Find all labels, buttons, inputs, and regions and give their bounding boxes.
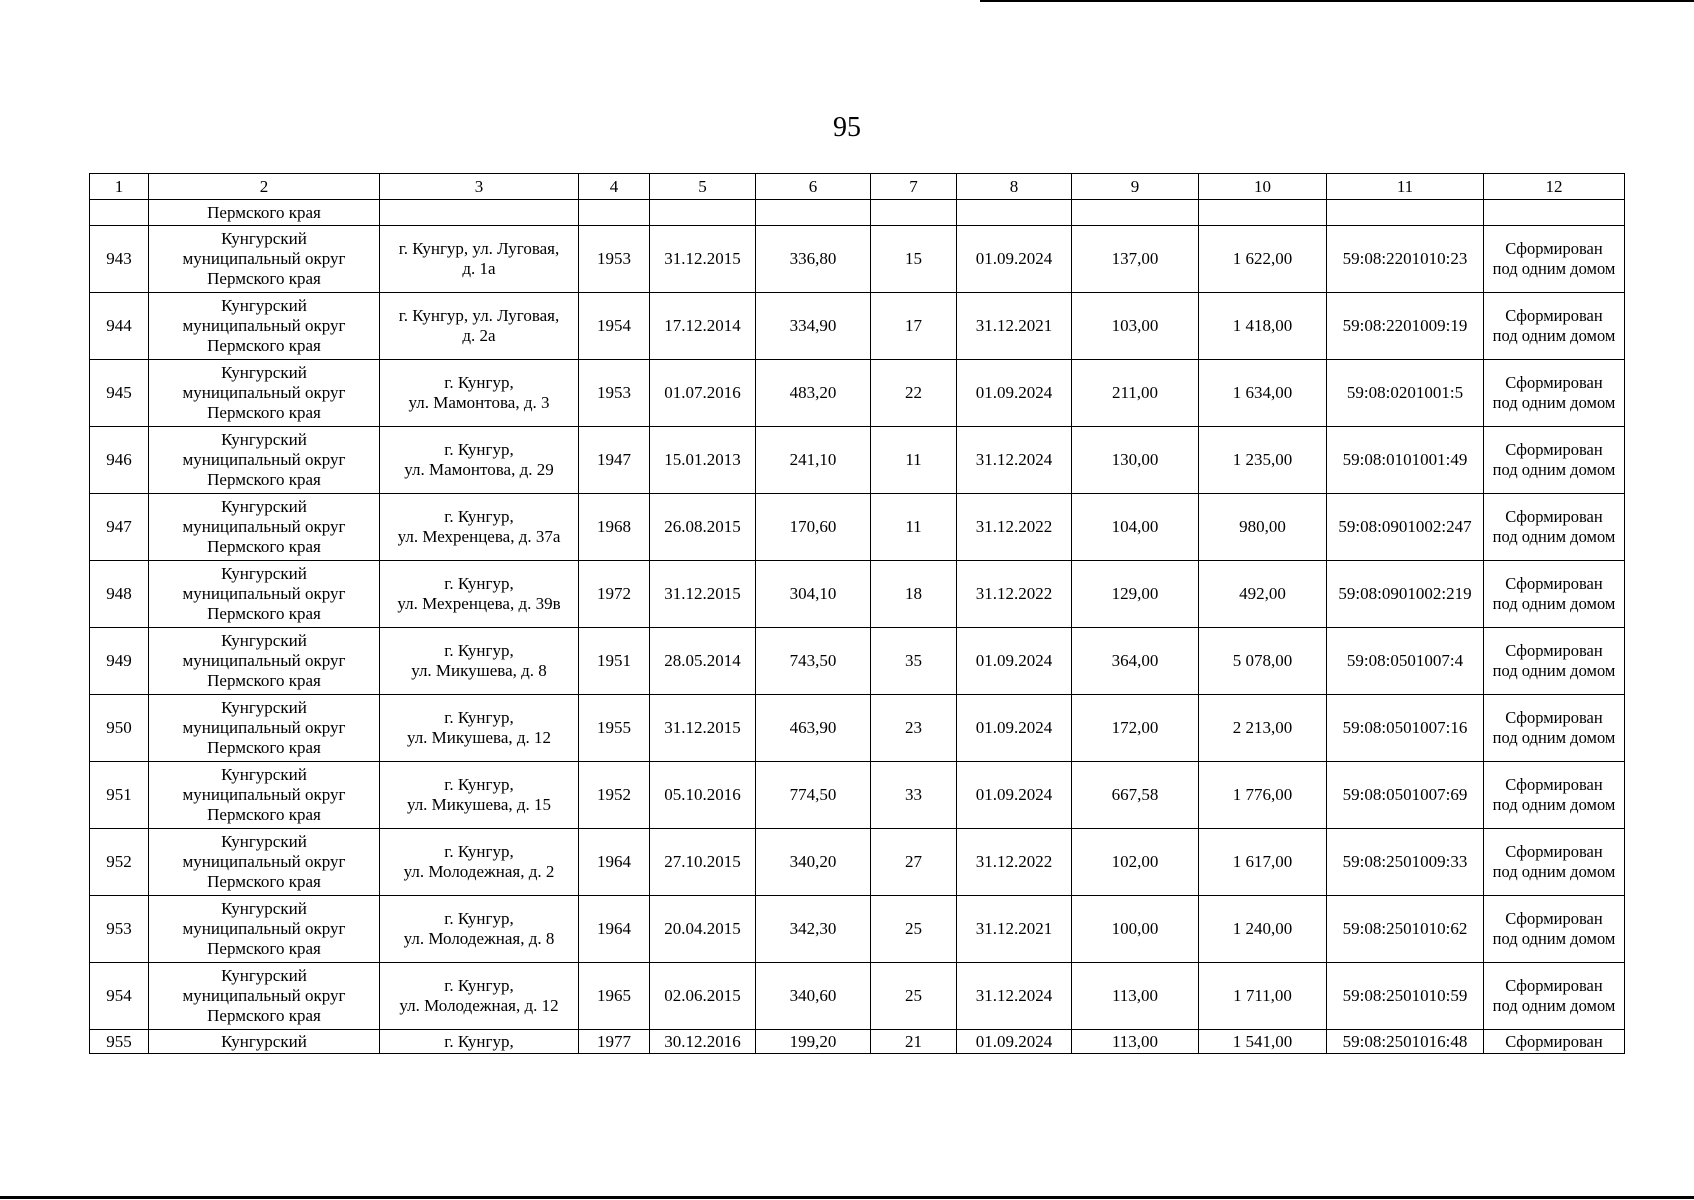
address-cell — [380, 695, 579, 762]
row-number-cell: 946 — [90, 427, 149, 494]
date-cell: 01.09.2024 — [957, 695, 1072, 762]
municipality-cell-line: Кунгурский — [221, 631, 307, 650]
cadastral-number-cell: 59:08:0501007:4 — [1327, 628, 1484, 695]
empty-cell — [1327, 200, 1484, 226]
status-cell-line: Сформирован — [1505, 775, 1603, 794]
area-cell: 304,10 — [756, 561, 871, 628]
date-cell: 31.12.2022 — [957, 494, 1072, 561]
value-cell: 104,00 — [1072, 494, 1199, 561]
count-cell: 25 — [871, 896, 957, 963]
cadastral-number-cell: 59:08:2501010:62 — [1327, 896, 1484, 963]
municipality-cell-line: муниципальный округ — [182, 249, 346, 268]
date-cell: 28.05.2014 — [650, 628, 756, 695]
value-cell: 113,00 — [1072, 1030, 1199, 1054]
status-cell-line: под одним домом — [1492, 326, 1616, 345]
count-cell: 33 — [871, 762, 957, 829]
address-cell — [380, 226, 579, 293]
count-cell: 35 — [871, 628, 957, 695]
page-number: 95 — [833, 112, 861, 143]
table-row — [90, 360, 1625, 427]
row-number-cell: 945 — [90, 360, 149, 427]
value-cell: 100,00 — [1072, 896, 1199, 963]
empty-cell — [1484, 200, 1625, 226]
value-cell: 5 078,00 — [1199, 628, 1327, 695]
address-cell-line: г. Кунгур, — [444, 842, 514, 861]
area-cell: 340,20 — [756, 829, 871, 896]
municipality-cell-line: муниципальный округ — [182, 919, 346, 938]
municipality-cell-line: Кунгурский — [221, 229, 307, 248]
municipality-cell-line: Кунгурский — [221, 698, 307, 717]
value-cell: 1 541,00 — [1199, 1030, 1327, 1054]
municipality-cell-line: Кунгурский — [221, 430, 307, 449]
value-cell: 137,00 — [1072, 226, 1199, 293]
municipality-cell — [149, 695, 380, 762]
empty-cell — [579, 200, 650, 226]
address-cell-line: г. Кунгур, — [444, 373, 514, 392]
status-cell-line: под одним домом — [1492, 728, 1616, 747]
municipality-cell — [149, 293, 380, 360]
table-row — [90, 896, 1625, 963]
table-row — [90, 628, 1625, 695]
status-cell-line: Сформирован — [1505, 507, 1603, 526]
value-cell: 1 240,00 — [1199, 896, 1327, 963]
value-cell: 172,00 — [1072, 695, 1199, 762]
address-cell-line: ул. Мамонтова, д. 3 — [408, 393, 550, 412]
status-cell — [1484, 762, 1625, 829]
value-cell: 667,58 — [1072, 762, 1199, 829]
status-cell: Сформирован — [1484, 1030, 1625, 1054]
row-number-cell: 951 — [90, 762, 149, 829]
date-cell: 01.09.2024 — [957, 1030, 1072, 1054]
date-cell: 27.10.2015 — [650, 829, 756, 896]
address-cell-line: г. Кунгур, — [444, 775, 514, 794]
cadastral-number-cell: 59:08:0201001:5 — [1327, 360, 1484, 427]
municipality-cell-line: муниципальный округ — [182, 450, 346, 469]
address-cell — [380, 762, 579, 829]
year-cell: 1964 — [579, 829, 650, 896]
municipality-cell-line: Кунгурский — [221, 899, 307, 918]
municipality-cell-line: Кунгурский — [221, 497, 307, 516]
row-number-cell: 950 — [90, 695, 149, 762]
row-number-cell: 948 — [90, 561, 149, 628]
table-row — [90, 427, 1625, 494]
cadastral-number-cell: 59:08:0101001:49 — [1327, 427, 1484, 494]
date-cell: 31.12.2021 — [957, 896, 1072, 963]
status-cell-line: под одним домом — [1492, 929, 1616, 948]
empty-cell — [90, 200, 149, 226]
year-cell: 1965 — [579, 963, 650, 1030]
municipality-cell — [149, 963, 380, 1030]
municipality-cell — [149, 226, 380, 293]
municipality-cell-line: Кунгурский — [221, 363, 307, 382]
date-cell: 31.12.2015 — [650, 561, 756, 628]
address-cell-line: ул. Микушева, д. 8 — [411, 661, 547, 680]
header-cell: 12 — [1484, 174, 1625, 200]
row-number-cell: 954 — [90, 963, 149, 1030]
date-cell: 31.12.2015 — [650, 695, 756, 762]
address-cell: г. Кунгур, — [380, 1030, 579, 1054]
value-cell: 1 235,00 — [1199, 427, 1327, 494]
municipality-cell-line: муниципальный округ — [182, 383, 346, 402]
address-cell — [380, 963, 579, 1030]
year-cell: 1964 — [579, 896, 650, 963]
header-cell: 4 — [579, 174, 650, 200]
count-cell: 11 — [871, 427, 957, 494]
date-cell: 05.10.2016 — [650, 762, 756, 829]
status-cell-line: под одним домом — [1492, 795, 1616, 814]
status-cell-line: под одним домом — [1492, 661, 1616, 680]
municipality-cell-line: Кунгурский — [221, 832, 307, 851]
date-cell: 02.06.2015 — [650, 963, 756, 1030]
status-cell-line: Сформирован — [1505, 641, 1603, 660]
cadastral-number-cell: 59:08:2501016:48 — [1327, 1030, 1484, 1054]
value-cell: 2 213,00 — [1199, 695, 1327, 762]
status-cell — [1484, 896, 1625, 963]
cadastral-number-cell: 59:08:0901002:247 — [1327, 494, 1484, 561]
date-cell: 26.08.2015 — [650, 494, 756, 561]
count-cell: 23 — [871, 695, 957, 762]
date-cell: 30.12.2016 — [650, 1030, 756, 1054]
date-cell: 17.12.2014 — [650, 293, 756, 360]
value-cell: 129,00 — [1072, 561, 1199, 628]
row-number-cell: 947 — [90, 494, 149, 561]
status-cell-line: Сформирован — [1505, 239, 1603, 258]
value-cell: 1 634,00 — [1199, 360, 1327, 427]
status-cell — [1484, 226, 1625, 293]
municipality-cell — [149, 494, 380, 561]
area-cell: 334,90 — [756, 293, 871, 360]
cadastral-number-cell: 59:08:0501007:16 — [1327, 695, 1484, 762]
empty-cell — [1072, 200, 1199, 226]
row-number-cell: 949 — [90, 628, 149, 695]
date-cell: 31.12.2022 — [957, 829, 1072, 896]
municipality-cell-line: Пермского края — [207, 604, 321, 623]
status-cell-line: Сформирован — [1505, 574, 1603, 593]
municipality-cell — [149, 427, 380, 494]
area-cell: 241,10 — [756, 427, 871, 494]
count-cell: 22 — [871, 360, 957, 427]
cadastral-number-cell: 59:08:2501009:33 — [1327, 829, 1484, 896]
municipality-cell-line: Пермского края — [207, 1006, 321, 1025]
value-cell: 102,00 — [1072, 829, 1199, 896]
municipality-cell-line: Пермского края — [207, 269, 321, 288]
count-cell: 27 — [871, 829, 957, 896]
value-cell: 980,00 — [1199, 494, 1327, 561]
municipality-cell-line: муниципальный округ — [182, 517, 346, 536]
area-cell: 336,80 — [756, 226, 871, 293]
value-cell: 113,00 — [1072, 963, 1199, 1030]
area-cell: 170,60 — [756, 494, 871, 561]
status-cell — [1484, 427, 1625, 494]
top-edge-rule — [980, 0, 1694, 2]
header-cell: 8 — [957, 174, 1072, 200]
table-body — [90, 174, 1625, 1054]
status-cell-line: под одним домом — [1492, 996, 1616, 1015]
municipality-cell: Пермского края — [149, 200, 380, 226]
address-cell-line: г. Кунгур, ул. Луговая, — [398, 306, 560, 325]
address-cell-line: ул. Мехренцева, д. 37а — [397, 527, 561, 546]
cadastral-number-cell: 59:08:2501010:59 — [1327, 963, 1484, 1030]
table-row — [90, 226, 1625, 293]
area-cell: 483,20 — [756, 360, 871, 427]
row-number-cell: 953 — [90, 896, 149, 963]
year-cell: 1952 — [579, 762, 650, 829]
municipality-cell-line: муниципальный округ — [182, 584, 346, 603]
empty-cell — [1199, 200, 1327, 226]
area-cell: 199,20 — [756, 1030, 871, 1054]
status-cell-line: Сформирован — [1505, 440, 1603, 459]
count-cell: 18 — [871, 561, 957, 628]
value-cell: 130,00 — [1072, 427, 1199, 494]
row-number-cell: 944 — [90, 293, 149, 360]
municipality-cell: Кунгурский — [149, 1030, 380, 1054]
table-row — [90, 829, 1625, 896]
date-cell: 01.09.2024 — [957, 360, 1072, 427]
municipality-cell-line: муниципальный округ — [182, 852, 346, 871]
area-cell: 463,90 — [756, 695, 871, 762]
date-cell: 01.09.2024 — [957, 226, 1072, 293]
status-cell-line: под одним домом — [1492, 393, 1616, 412]
address-cell-line: г. Кунгур, — [444, 440, 514, 459]
status-cell-line: Сформирован — [1505, 909, 1603, 928]
table-row — [90, 762, 1625, 829]
address-cell-line: г. Кунгур, — [444, 641, 514, 660]
status-cell — [1484, 360, 1625, 427]
municipality-cell-line: Пермского края — [207, 470, 321, 489]
status-cell — [1484, 561, 1625, 628]
header-cell: 10 — [1199, 174, 1327, 200]
municipality-cell — [149, 896, 380, 963]
header-cell: 2 — [149, 174, 380, 200]
municipality-cell-line: Пермского края — [207, 939, 321, 958]
year-cell: 1977 — [579, 1030, 650, 1054]
municipality-cell-line: Пермского края — [207, 805, 321, 824]
year-cell: 1972 — [579, 561, 650, 628]
address-cell-line: г. Кунгур, — [444, 976, 514, 995]
municipality-cell-line: Пермского края — [207, 872, 321, 891]
date-cell: 15.01.2013 — [650, 427, 756, 494]
empty-cell — [871, 200, 957, 226]
value-cell: 1 776,00 — [1199, 762, 1327, 829]
header-cell: 5 — [650, 174, 756, 200]
count-cell: 15 — [871, 226, 957, 293]
area-cell: 774,50 — [756, 762, 871, 829]
table-row — [90, 494, 1625, 561]
municipality-cell-line: муниципальный округ — [182, 651, 346, 670]
address-cell-line: ул. Микушева, д. 12 — [406, 728, 552, 747]
address-cell-line: г. Кунгур, ул. Луговая, — [398, 239, 560, 258]
count-cell: 17 — [871, 293, 957, 360]
address-cell-line: г. Кунгур, — [444, 574, 514, 593]
address-cell — [380, 561, 579, 628]
year-cell: 1955 — [579, 695, 650, 762]
value-cell: 364,00 — [1072, 628, 1199, 695]
municipality-cell-line: Кунгурский — [221, 296, 307, 315]
continuation-row — [90, 200, 1625, 226]
address-cell-line: г. Кунгур, — [444, 708, 514, 727]
year-cell: 1951 — [579, 628, 650, 695]
cadastral-number-cell: 59:08:2201010:23 — [1327, 226, 1484, 293]
table-row — [90, 695, 1625, 762]
municipality-cell-line: Кунгурский — [221, 765, 307, 784]
year-cell: 1953 — [579, 360, 650, 427]
table-row — [90, 1030, 1625, 1054]
table-row — [90, 963, 1625, 1030]
date-cell: 01.09.2024 — [957, 762, 1072, 829]
municipality-cell-line: муниципальный округ — [182, 785, 346, 804]
row-number-cell: 952 — [90, 829, 149, 896]
municipality-cell — [149, 762, 380, 829]
empty-cell — [650, 200, 756, 226]
header-cell: 1 — [90, 174, 149, 200]
cadastral-number-cell: 59:08:2201009:19 — [1327, 293, 1484, 360]
header-cell: 9 — [1072, 174, 1199, 200]
address-cell-line: ул. Молодежная, д. 2 — [403, 862, 555, 881]
header-cell: 6 — [756, 174, 871, 200]
row-number-cell: 943 — [90, 226, 149, 293]
date-cell: 31.12.2024 — [957, 963, 1072, 1030]
bottom-edge-rule — [0, 1196, 1694, 1199]
area-cell: 342,30 — [756, 896, 871, 963]
value-cell: 1 622,00 — [1199, 226, 1327, 293]
status-cell-line: под одним домом — [1492, 594, 1616, 613]
date-cell: 31.12.2015 — [650, 226, 756, 293]
status-cell-line: Сформирован — [1505, 306, 1603, 325]
municipality-cell-line: Кунгурский — [221, 564, 307, 583]
date-cell: 31.12.2022 — [957, 561, 1072, 628]
value-cell: 211,00 — [1072, 360, 1199, 427]
area-cell: 743,50 — [756, 628, 871, 695]
header-cell: 11 — [1327, 174, 1484, 200]
municipality-cell-line: муниципальный округ — [182, 718, 346, 737]
empty-cell — [957, 200, 1072, 226]
value-cell: 1 711,00 — [1199, 963, 1327, 1030]
date-cell: 01.07.2016 — [650, 360, 756, 427]
municipality-cell-line: Пермского края — [207, 537, 321, 556]
municipality-cell — [149, 829, 380, 896]
count-cell: 11 — [871, 494, 957, 561]
address-cell-line: г. Кунгур, — [444, 507, 514, 526]
address-cell-line: д. 1а — [462, 259, 496, 278]
status-cell-line: под одним домом — [1492, 862, 1616, 881]
count-cell: 21 — [871, 1030, 957, 1054]
date-cell: 20.04.2015 — [650, 896, 756, 963]
municipality-cell-line: Пермского края — [207, 738, 321, 757]
status-cell — [1484, 628, 1625, 695]
address-cell — [380, 829, 579, 896]
status-cell — [1484, 293, 1625, 360]
address-cell-line: ул. Мамонтова, д. 29 — [404, 460, 554, 479]
status-cell — [1484, 829, 1625, 896]
address-cell — [380, 494, 579, 561]
address-cell-line: ул. Мехренцева, д. 39в — [397, 594, 561, 613]
address-cell — [380, 360, 579, 427]
status-cell — [1484, 963, 1625, 1030]
municipality-cell-line: Пермского края — [207, 403, 321, 422]
header-cell: 3 — [380, 174, 579, 200]
value-cell: 103,00 — [1072, 293, 1199, 360]
address-cell-line: ул. Микушева, д. 15 — [406, 795, 552, 814]
address-cell — [380, 628, 579, 695]
date-cell: 01.09.2024 — [957, 628, 1072, 695]
value-cell: 1 617,00 — [1199, 829, 1327, 896]
table-row — [90, 561, 1625, 628]
row-number-cell: 955 — [90, 1030, 149, 1054]
status-cell-line: Сформирован — [1505, 976, 1603, 995]
address-cell-line: г. Кунгур, — [444, 909, 514, 928]
status-cell-line: под одним домом — [1492, 527, 1616, 546]
value-cell: 492,00 — [1199, 561, 1327, 628]
status-cell-line: Сформирован — [1505, 708, 1603, 727]
municipality-cell-line: Пермского края — [207, 336, 321, 355]
status-cell-line: Сформирован — [1505, 373, 1603, 392]
header-cell: 7 — [871, 174, 957, 200]
cadastral-number-cell: 59:08:0901002:219 — [1327, 561, 1484, 628]
cadastral-number-cell: 59:08:0501007:69 — [1327, 762, 1484, 829]
empty-cell — [756, 200, 871, 226]
status-cell-line: Сформирован — [1505, 842, 1603, 861]
municipality-cell — [149, 561, 380, 628]
status-cell — [1484, 695, 1625, 762]
status-cell — [1484, 494, 1625, 561]
address-cell-line: ул. Молодежная, д. 12 — [399, 996, 559, 1015]
year-cell: 1968 — [579, 494, 650, 561]
municipality-cell-line: муниципальный округ — [182, 316, 346, 335]
address-cell — [380, 896, 579, 963]
value-cell: 1 418,00 — [1199, 293, 1327, 360]
year-cell: 1954 — [579, 293, 650, 360]
address-cell — [380, 427, 579, 494]
municipality-cell-line: Кунгурский — [221, 966, 307, 985]
year-cell: 1953 — [579, 226, 650, 293]
count-cell: 25 — [871, 963, 957, 1030]
address-cell — [380, 293, 579, 360]
date-cell: 31.12.2024 — [957, 427, 1072, 494]
municipality-cell — [149, 360, 380, 427]
empty-cell — [380, 200, 579, 226]
date-cell: 31.12.2021 — [957, 293, 1072, 360]
status-cell-line: под одним домом — [1492, 460, 1616, 479]
address-cell-line: д. 2а — [462, 326, 496, 345]
table-row — [90, 293, 1625, 360]
municipality-cell-line: Пермского края — [207, 671, 321, 690]
municipality-cell-line: муниципальный округ — [182, 986, 346, 1005]
municipality-cell — [149, 628, 380, 695]
housing-registry-table — [89, 173, 1625, 1054]
year-cell: 1947 — [579, 427, 650, 494]
area-cell: 340,60 — [756, 963, 871, 1030]
status-cell-line: под одним домом — [1492, 259, 1616, 278]
column-number-row — [90, 174, 1625, 200]
address-cell-line: ул. Молодежная, д. 8 — [403, 929, 555, 948]
